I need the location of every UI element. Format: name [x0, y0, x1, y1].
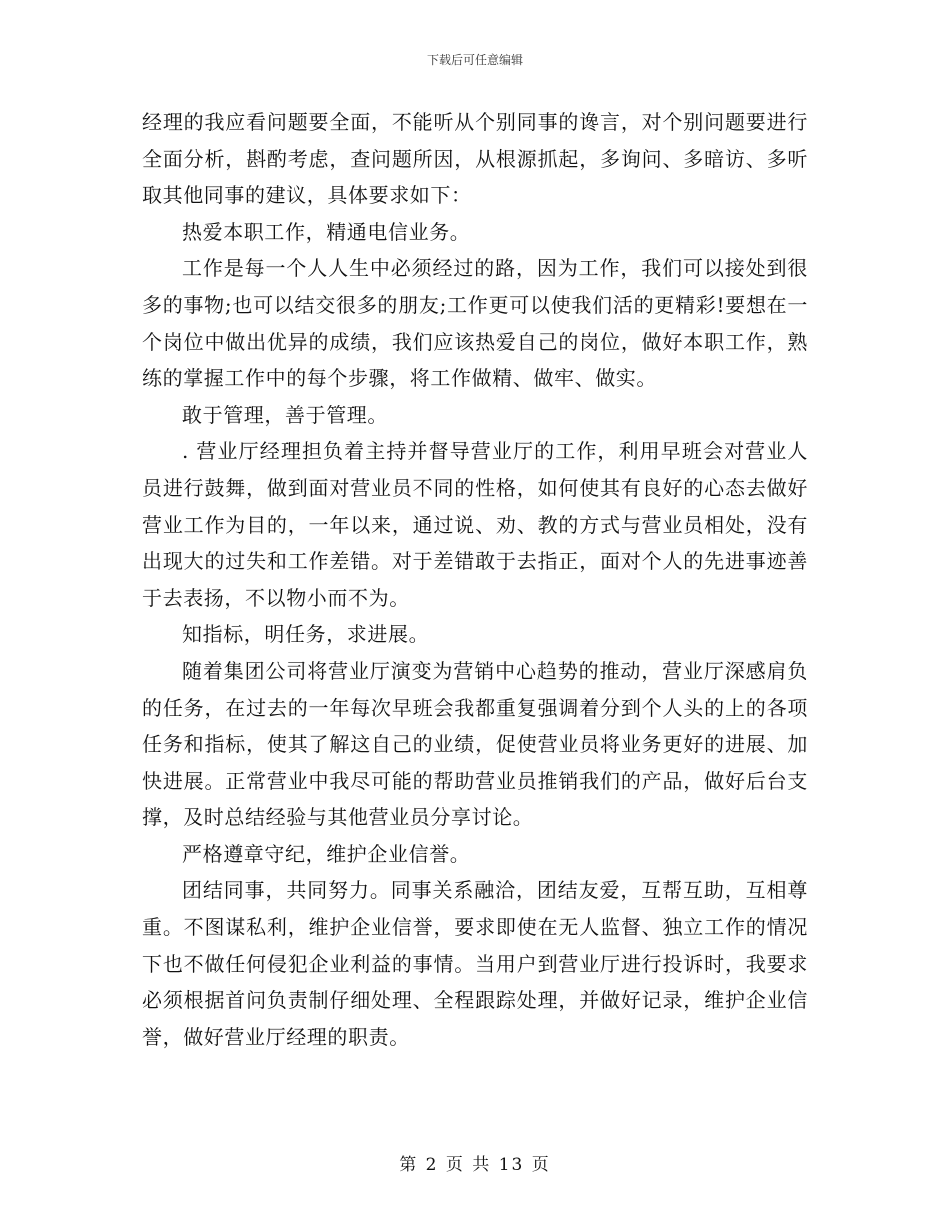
section-heading-management: 敢于管理，善于管理。 — [182, 402, 388, 427]
paragraph-teamwork: 团结同事，共同努力。同事关系融洽，团结友爱，互帮互助，互相尊重。不图谋私利，维护企业信誉，要求即使在无人监督、独立工作的情况下也不做任何侵犯企业利益的事情。当用户到营业厅进行投诉时，我要求必须根据首问负责制仔细处理、全程跟踪处理，并做好记录，维护企业信誉，做好营业厅经理的职责。 — [142, 878, 808, 1049]
paragraph-work: 工作是每一个人人生中必须经过的路，因为工作，我们可以接处到很多的事物;也可以结交很多的朋友;工作更可以使我们活的更精彩!要想在一个岗位中做出优异的成绩，我们应该热爱自己的岗位，做好本职工作，熟练的掌握工作中的每个步骤，将工作做精、做牢、做实。 — [142, 256, 808, 391]
section-heading-love-work: 热爱本职工作，精通电信业务。 — [182, 219, 471, 244]
page-header: 下载后可任意编辑 — [426, 53, 523, 67]
paragraph-targets: 随着集团公司将营业厅演变为营销中心趋势的推动，营业厅深感肩负的任务，在过去的一年每次早班会我都重复强调着分到个人头的上的各项任务和指标，使其了解这自己的业绩，促使营业员将业务更好的进展、加快进展。正常营业中我尽可能的帮助营业员推销我们的产品，做好后台支撑，及时总结经验与其他营业员分享讨论。 — [142, 658, 808, 830]
paragraph-continuation: 经理的我应看问题要全面，不能听从个别同事的谗言，对个别问题要进行全面分析，斟酌考虑，查问题所因，从根源抓起，多询问、多暗访、多听取其他同事的建议，具体要求如下： — [142, 110, 808, 208]
document-body — [142, 104, 808, 1055]
section-heading-discipline: 严格遵章守纪，维护企业信誉。 — [182, 841, 471, 866]
page-number-footer: 第 2 页 共 13 页 — [399, 1155, 551, 1175]
paragraph-management: . 营业厅经理担负着主持并督导营业厅的工作，利用早班会对营业人员进行鼓舞，做到面对营业员不同的性格，如何使其有良好的心态去做好营业工作为目的，一年以来，通过说、劝、教的方式与营业员相处，没有出现大的过失和工作差错。对于差错敢于去指正，面对个人的先进事迹善于去表扬，不以物小而不为。 — [142, 439, 808, 610]
section-heading-targets: 知指标，明任务，求进展。 — [182, 622, 430, 647]
